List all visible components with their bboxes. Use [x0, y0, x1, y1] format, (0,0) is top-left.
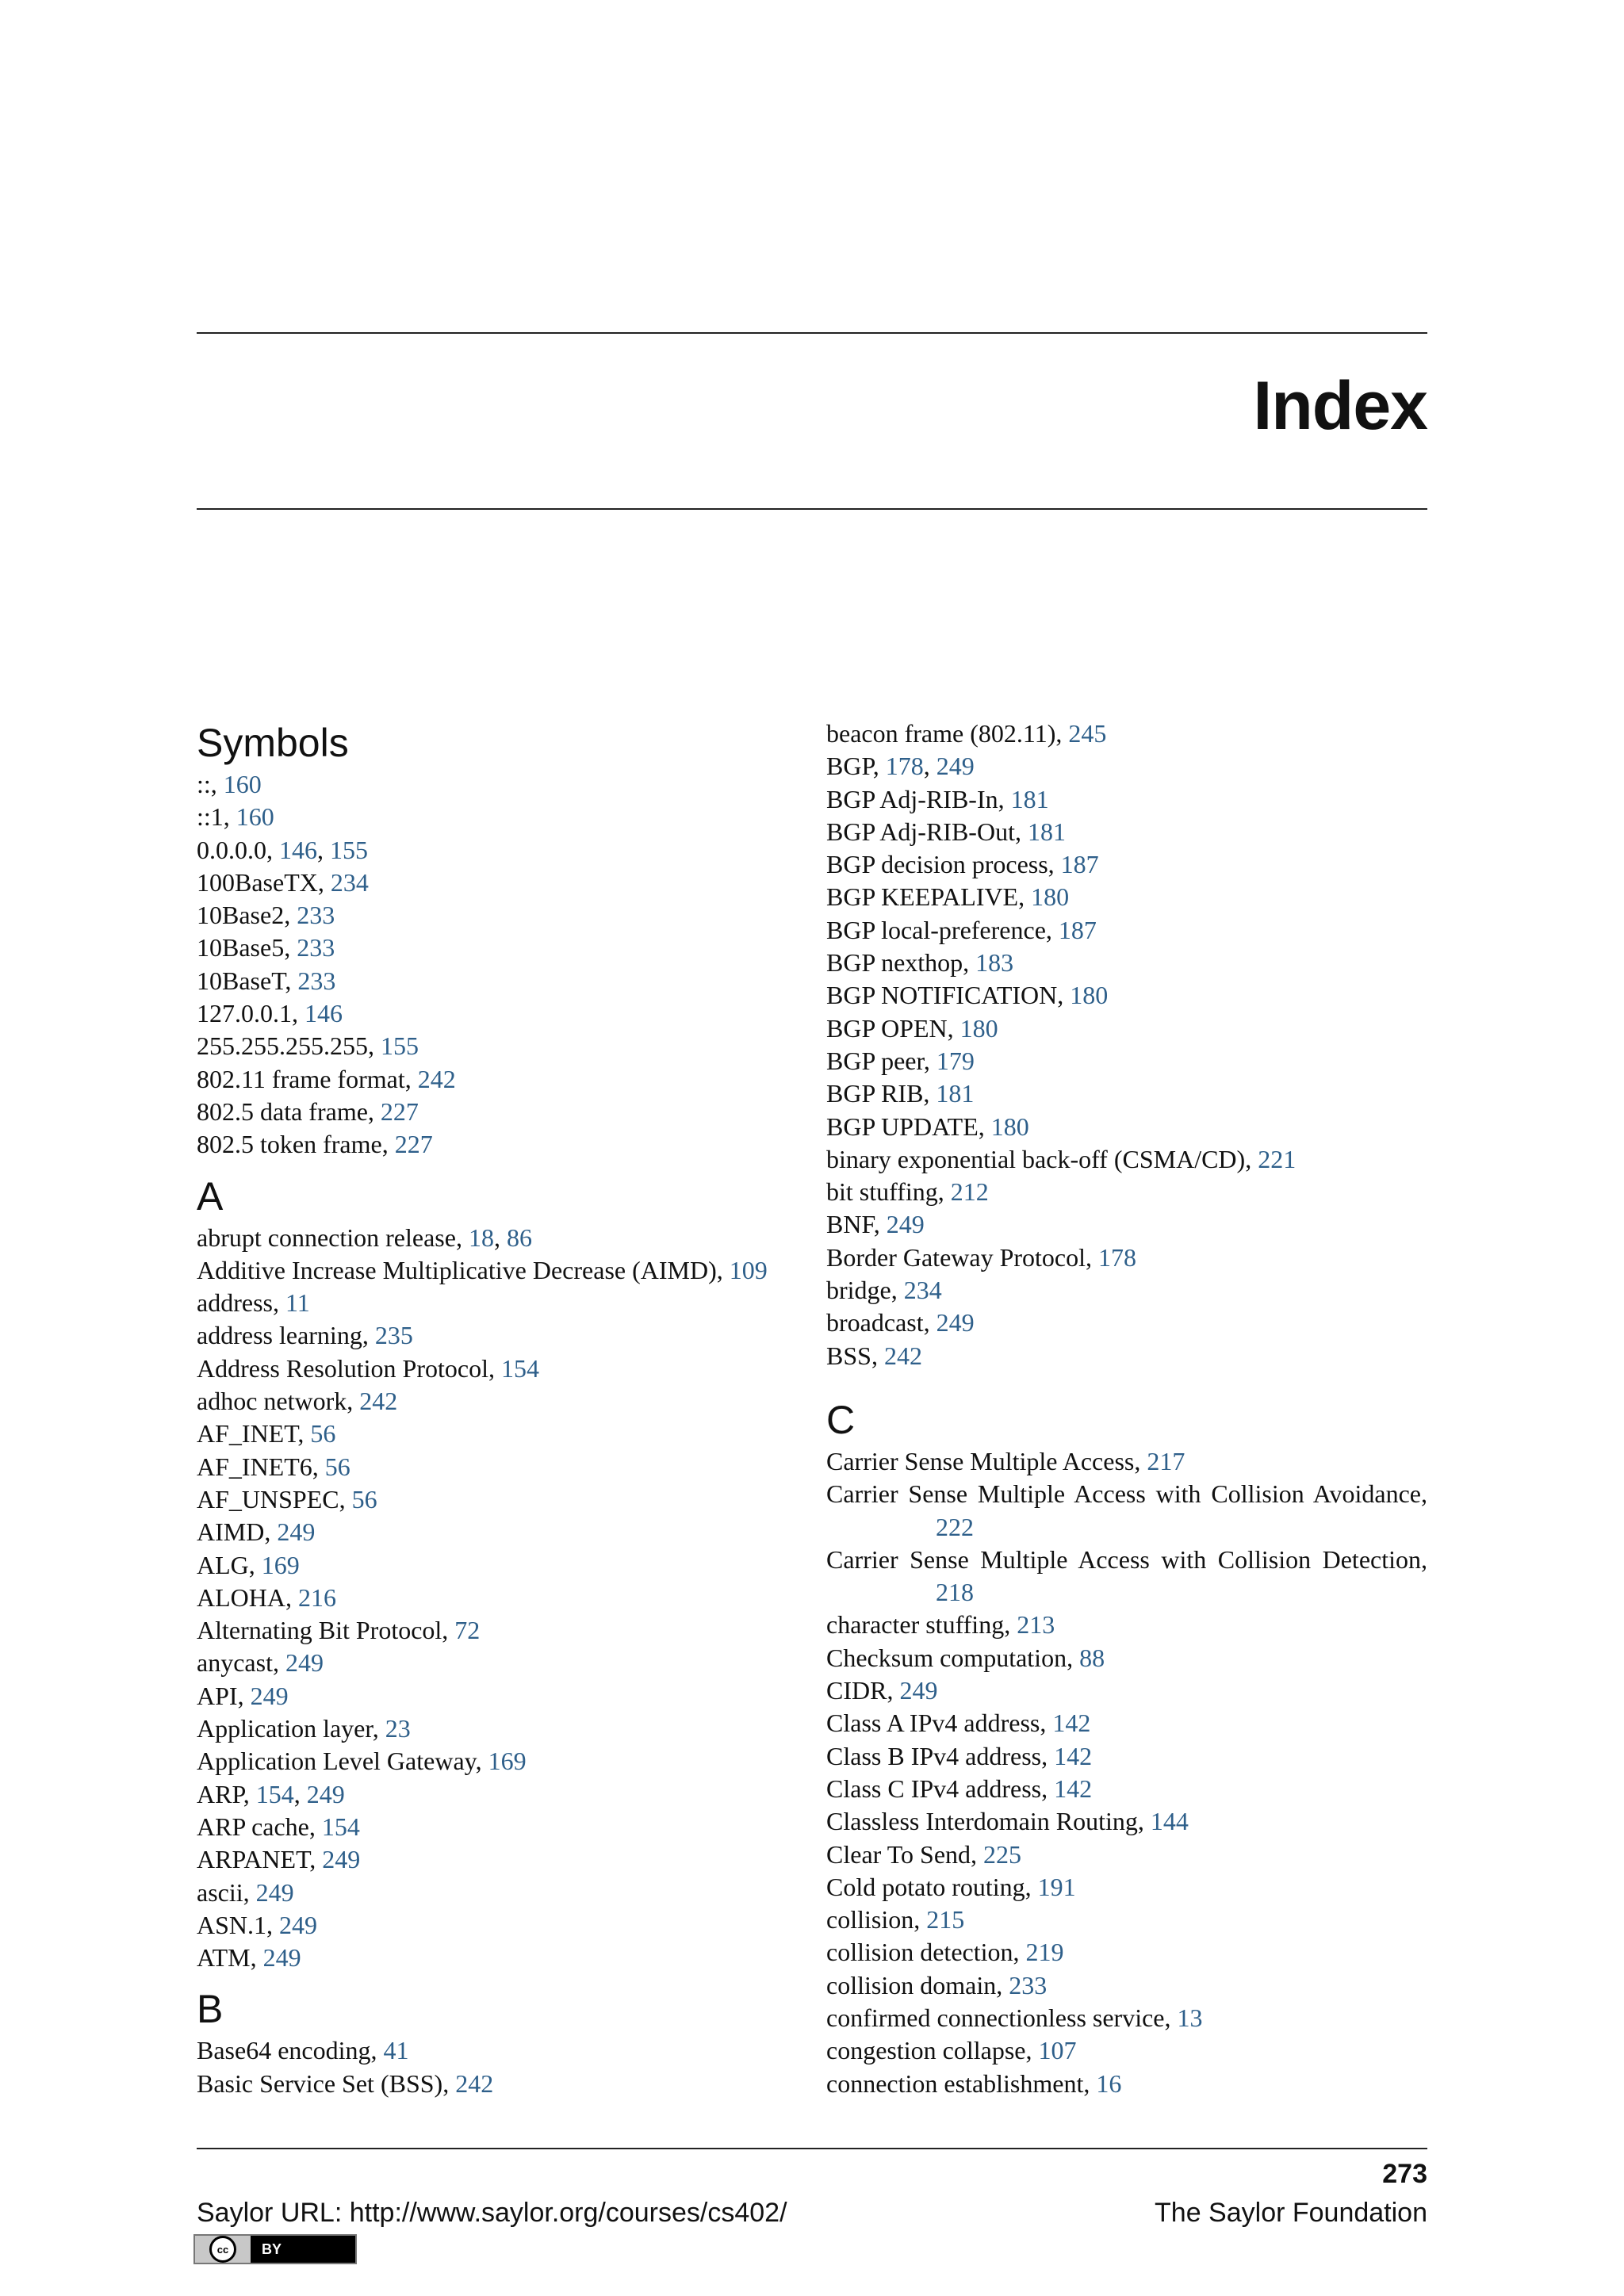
index-term: CIDR,: [826, 1676, 900, 1705]
page-ref-link[interactable]: 235: [374, 1321, 413, 1350]
index-entry: [197, 1254, 807, 1287]
index-term: character stuffing,: [826, 1610, 1017, 1640]
index-term: BGP peer,: [826, 1046, 936, 1075]
index-entry: [197, 768, 807, 801]
index-term: address learning,: [197, 1321, 375, 1350]
index-term: connection establishment,: [826, 2068, 1097, 2098]
index-entry: [826, 1176, 1427, 1208]
index-term: adhoc network,: [197, 1387, 360, 1416]
index-entry: [197, 1287, 807, 1319]
index-term: 802.11 frame format,: [197, 1064, 418, 1093]
index-entry: [197, 1811, 807, 1843]
index-entry: [826, 1805, 1427, 1838]
page-ref-link[interactable]: 13: [1177, 2003, 1203, 2032]
index-entry: [197, 1516, 807, 1548]
index-entry: [826, 1839, 1427, 1871]
index-entry: [826, 1045, 1427, 1077]
page-ref-link[interactable]: 233: [297, 933, 335, 962]
index-term: AIMD,: [197, 1517, 278, 1547]
page-ref-link[interactable]: 88: [1079, 1643, 1105, 1672]
page-separator: ,: [317, 835, 330, 864]
page-ref-link[interactable]: 86: [506, 1223, 532, 1252]
page-ref-link[interactable]: 56: [351, 1484, 377, 1513]
index-entry: [197, 2068, 807, 2100]
index-entry: [826, 1242, 1427, 1274]
index-entry: [826, 1773, 1427, 1805]
page-separator: ,: [293, 1779, 307, 1808]
index-term: bit stuffing,: [826, 1177, 951, 1207]
index-entry: [197, 1680, 807, 1712]
page-ref-link[interactable]: 219: [1025, 1938, 1064, 1967]
page-ref-link[interactable]: 180: [1070, 981, 1109, 1010]
index-term: Additive Increase Multiplicative Decrease (AIMD),: [197, 1255, 730, 1284]
index-entry: [197, 965, 807, 997]
index-entry: [197, 1712, 807, 1745]
index-entry: [197, 1128, 807, 1161]
page-ref-link[interactable]: 249: [277, 1517, 316, 1547]
page-ref-link[interactable]: 249: [322, 1845, 361, 1874]
page-ref-link[interactable]: 179: [936, 1046, 975, 1075]
page-ref-link[interactable]: 56: [324, 1452, 350, 1481]
page-ref-link[interactable]: 233: [1009, 1970, 1048, 1999]
index-term: Carrier Sense Multiple Access,: [826, 1446, 1147, 1475]
index-entry: [826, 1208, 1427, 1241]
index-term: Carrier Sense Multiple Access with Collision Avoidance,: [826, 1479, 1427, 1509]
index-term: 127.0.0.1,: [197, 999, 304, 1028]
index-entry: [826, 1478, 1427, 1544]
index-entry: [197, 1942, 807, 1974]
page-ref-link[interactable]: 178: [1098, 1242, 1137, 1272]
page-ref-link[interactable]: 109: [729, 1255, 768, 1284]
index-entry: [197, 899, 807, 932]
index-entry: [826, 1969, 1427, 2002]
index-term: ATM,: [197, 1943, 263, 1973]
page-ref-link[interactable]: 18: [468, 1223, 494, 1252]
title-rule: [197, 508, 1427, 510]
page-ref-link[interactable]: 191: [1037, 1872, 1076, 1901]
index-term: Basic Service Set (BSS),: [197, 2068, 456, 2098]
index-column-right: [826, 718, 1427, 2100]
page-ref-link[interactable]: 221: [1258, 1144, 1297, 1173]
index-term: bridge,: [826, 1276, 904, 1305]
index-entry: [826, 1077, 1427, 1110]
footer-url: Saylor URL: http://www.saylor.org/courses/cs402/: [197, 2198, 787, 2228]
page-ref-link[interactable]: 222: [936, 1512, 974, 1541]
index-term: AF_INET6,: [197, 1452, 325, 1481]
index-entry: [197, 2034, 807, 2067]
page-ref-link[interactable]: 154: [255, 1779, 294, 1808]
index-entry: [197, 1418, 807, 1450]
page-ref-link[interactable]: 242: [455, 2068, 494, 2098]
section-gap: [197, 1974, 807, 1984]
index-entry: [197, 1063, 807, 1096]
page-ref-link[interactable]: 218: [936, 1578, 974, 1607]
page-ref-link[interactable]: 178: [885, 752, 924, 781]
index-entry: [826, 1307, 1427, 1339]
page-ref-link[interactable]: 234: [903, 1276, 942, 1305]
index-section-heading: Symbols: [197, 721, 349, 765]
index-term: BGP OPEN,: [826, 1013, 960, 1043]
page-title: Index: [1253, 368, 1427, 444]
page-ref-link[interactable]: 234: [330, 867, 369, 897]
page-ref-link[interactable]: 181: [1010, 784, 1049, 813]
page-ref-link[interactable]: 180: [990, 1112, 1029, 1141]
index-entry: [826, 2068, 1427, 2100]
index-term: 10Base5,: [197, 933, 297, 962]
index-column-left: [197, 718, 807, 2100]
index-term: beacon frame (802.11),: [826, 719, 1069, 748]
page-ref-link[interactable]: 169: [488, 1747, 527, 1776]
index-term: 0.0.0.0,: [197, 835, 279, 864]
cc-by-label: BY: [262, 2241, 282, 2257]
index-entry: [826, 1740, 1427, 1773]
index-section-heading: C: [826, 1397, 856, 1442]
page-ref-link[interactable]: 249: [899, 1676, 938, 1705]
index-entry: [197, 932, 807, 964]
page-ref-link[interactable]: 41: [383, 2036, 409, 2065]
top-rule: [197, 332, 1427, 334]
index-term: 802.5 data frame,: [197, 1096, 381, 1126]
page-separator: ,: [493, 1223, 507, 1252]
index-term: broadcast,: [826, 1308, 936, 1337]
page-ref-link[interactable]: 242: [417, 1064, 456, 1093]
index-entry: [826, 1707, 1427, 1739]
page-ref-link[interactable]: 16: [1096, 2068, 1122, 2098]
index-term: ascii,: [197, 1877, 256, 1907]
index-entry: [826, 1274, 1427, 1307]
index-term: ARP cache,: [197, 1812, 322, 1841]
index-entry: [826, 914, 1427, 947]
index-term: Cold potato routing,: [826, 1872, 1038, 1901]
page-ref-link[interactable]: 213: [1017, 1610, 1055, 1640]
index-entry: [197, 1030, 807, 1062]
index-term: ARP,: [197, 1779, 256, 1808]
page-ref-link[interactable]: 245: [1068, 719, 1107, 748]
page-ref-link[interactable]: 187: [1060, 850, 1099, 879]
index-entry: [826, 1904, 1427, 1936]
index-entry: [197, 1909, 807, 1942]
index-term: ARPANET,: [197, 1845, 323, 1874]
index-entry: [826, 881, 1427, 913]
page-ref-link[interactable]: 23: [385, 1714, 411, 1743]
page-ref-link[interactable]: 181: [1027, 817, 1066, 846]
index-term: BGP nexthop,: [826, 948, 976, 978]
page-ref-link[interactable]: 249: [255, 1877, 294, 1907]
index-section-heading: A: [197, 1173, 224, 1219]
index-entry: [826, 816, 1427, 848]
index-term: 100BaseTX,: [197, 867, 331, 897]
index-term: Application layer,: [197, 1714, 385, 1743]
page-ref-link[interactable]: 249: [306, 1779, 345, 1808]
index-entry: [826, 783, 1427, 816]
page-ref-link[interactable]: 146: [279, 835, 317, 864]
index-term: BGP Adj-RIB-Out,: [826, 817, 1028, 846]
index-entry: [197, 1745, 807, 1777]
index-entry: [197, 1451, 807, 1483]
index-entry: [826, 1871, 1427, 1904]
index-term: BSS,: [826, 1341, 884, 1370]
page-number: 273: [1382, 2159, 1427, 2189]
index-term: address,: [197, 1288, 285, 1318]
index-entry: [826, 2002, 1427, 2034]
index-term: anycast,: [197, 1648, 285, 1678]
section-gap: [197, 1161, 807, 1171]
index-entry: [197, 1549, 807, 1582]
page-ref-link[interactable]: 249: [936, 1308, 975, 1337]
index-entry: [197, 1096, 807, 1128]
index-entry: [826, 1445, 1427, 1478]
page-ref-link[interactable]: 242: [359, 1387, 398, 1416]
cc-license-badge: [193, 2234, 357, 2264]
index-term: AF_INET,: [197, 1419, 311, 1448]
index-term: Border Gateway Protocol,: [826, 1242, 1099, 1272]
index-entry: [826, 1544, 1427, 1609]
index-entry: [826, 1642, 1427, 1674]
index-term: Address Resolution Protocol,: [197, 1353, 501, 1383]
index-entry: [197, 801, 807, 833]
page-ref-link[interactable]: 249: [262, 1943, 301, 1973]
page-ref-link[interactable]: 56: [310, 1419, 336, 1448]
page-ref-link[interactable]: 72: [454, 1616, 481, 1645]
index-term: Clear To Send,: [826, 1839, 984, 1869]
section-gap: [826, 1372, 1427, 1395]
index-term: binary exponential back-off (CSMA/CD),: [826, 1144, 1258, 1173]
index-term: Application Level Gateway,: [197, 1747, 488, 1776]
index-term: BGP UPDATE,: [826, 1112, 991, 1141]
index-entry: [197, 1353, 807, 1385]
index-entry: [826, 979, 1427, 1012]
index-term: BGP local-preference,: [826, 915, 1059, 944]
page-ref-link[interactable]: 233: [297, 966, 336, 995]
page-ref-link[interactable]: 146: [304, 999, 343, 1028]
page-ref-link[interactable]: 249: [279, 1910, 318, 1939]
index-term: collision,: [826, 1905, 927, 1934]
index-term: Checksum computation,: [826, 1643, 1080, 1672]
index-term: confirmed connectionless service,: [826, 2003, 1178, 2032]
page-ref-link[interactable]: 142: [1054, 1774, 1093, 1803]
index-term: 10Base2,: [197, 901, 297, 930]
index-entry: [826, 1012, 1427, 1045]
page-ref-link[interactable]: 215: [926, 1905, 965, 1934]
index-term: AF_UNSPEC,: [197, 1484, 352, 1513]
index-term: ASN.1,: [197, 1910, 280, 1939]
page-ref-link[interactable]: 217: [1147, 1446, 1185, 1475]
page-ref-link[interactable]: 107: [1038, 2036, 1077, 2065]
page-ref-link[interactable]: 249: [886, 1210, 925, 1239]
index-entry: [197, 867, 807, 899]
index-entry: [826, 1340, 1427, 1372]
footer-organization: The Saylor Foundation: [1155, 2198, 1427, 2228]
index-term: Alternating Bit Protocol,: [197, 1616, 455, 1645]
index-term: ALG,: [197, 1550, 262, 1579]
page-ref-link[interactable]: 242: [883, 1341, 922, 1370]
index-entry: [197, 1778, 807, 1811]
index-entry: [197, 1843, 807, 1876]
page-separator: ,: [923, 752, 936, 781]
index-entry: [826, 718, 1427, 750]
page-ref-link[interactable]: 180: [1031, 882, 1070, 912]
index-term: BNF,: [826, 1210, 887, 1239]
index-entry: [197, 1877, 807, 1909]
page-ref-link[interactable]: 160: [236, 802, 274, 832]
index-term: BGP RIB,: [826, 1079, 936, 1108]
index-section-heading: B: [197, 1987, 224, 2032]
index-term: ::,: [197, 770, 224, 798]
index-entry: [197, 1483, 807, 1516]
cc-badge-left: [195, 2236, 251, 2263]
index-entry: [197, 1614, 807, 1647]
index-term: BGP KEEPALIVE,: [826, 882, 1032, 912]
index-term: 255.255.255.255,: [197, 1031, 381, 1061]
index-term: Carrier Sense Multiple Access with Collision Detection,: [826, 1544, 1427, 1574]
page-ref-link[interactable]: 142: [1052, 1709, 1091, 1738]
page-ref-link[interactable]: 181: [936, 1079, 975, 1108]
index-term: Class C IPv4 address,: [826, 1774, 1055, 1803]
index-term: Class A IPv4 address,: [826, 1709, 1053, 1738]
page-ref-link[interactable]: 212: [950, 1177, 989, 1207]
index-term: 802.5 token frame,: [197, 1130, 395, 1159]
page-ref-link[interactable]: 160: [223, 770, 262, 798]
page-ref-link[interactable]: 155: [381, 1031, 419, 1061]
index-entry: [826, 1143, 1427, 1176]
page-ref-link[interactable]: 249: [285, 1648, 324, 1678]
index-entry: [826, 1609, 1427, 1641]
index-entry: [826, 1111, 1427, 1143]
index-entry: [197, 1319, 807, 1352]
page-ref-link[interactable]: 225: [983, 1839, 1022, 1869]
index-entry: [197, 1647, 807, 1679]
index-term: abrupt connection release,: [197, 1223, 469, 1252]
page-ref-link[interactable]: 155: [330, 835, 368, 864]
index-entry: [826, 750, 1427, 783]
index-entry: [197, 834, 807, 867]
page-ref-link[interactable]: 187: [1058, 915, 1097, 944]
index-entry: [826, 848, 1427, 881]
index-term: Base64 encoding,: [197, 2036, 384, 2065]
index-term: collision domain,: [826, 1970, 1009, 1999]
page-ref-link[interactable]: 216: [297, 1582, 336, 1612]
page-ref-link[interactable]: 227: [394, 1130, 433, 1159]
index-term: congestion collapse,: [826, 2036, 1039, 2065]
index-entry: [826, 1936, 1427, 1969]
index-term: ::1,: [197, 802, 236, 832]
index-term: ALOHA,: [197, 1582, 298, 1612]
page-ref-link[interactable]: 183: [975, 948, 1014, 978]
page-ref-link[interactable]: 154: [321, 1812, 360, 1841]
index-term: BGP decision process,: [826, 850, 1061, 879]
index-entry: [826, 947, 1427, 979]
index-entry: [197, 1222, 807, 1254]
index-entry: [197, 997, 807, 1030]
page-ref-link[interactable]: 249: [936, 752, 975, 781]
index-entry: [197, 1582, 807, 1614]
index-entry: [197, 1385, 807, 1418]
page-ref-link[interactable]: 227: [380, 1096, 419, 1126]
page-ref-link[interactable]: 11: [285, 1288, 310, 1318]
index-term: Classless Interdomain Routing,: [826, 1807, 1151, 1836]
creative-commons-icon: cc: [209, 2236, 236, 2263]
index-term: BGP,: [826, 752, 886, 781]
page-ref-link[interactable]: 180: [959, 1013, 998, 1043]
index-term: BGP Adj-RIB-In,: [826, 784, 1011, 813]
index-entry: [826, 2034, 1427, 2067]
index-term: API,: [197, 1681, 251, 1710]
index-term: Class B IPv4 address,: [826, 1741, 1055, 1770]
page-ref-link[interactable]: 169: [261, 1550, 300, 1579]
index-term: BGP NOTIFICATION,: [826, 981, 1071, 1010]
page-ref-link[interactable]: 249: [250, 1681, 289, 1710]
index-term: 10BaseT,: [197, 966, 298, 995]
footer-rule: [197, 2148, 1427, 2149]
page-ref-link[interactable]: 233: [297, 901, 335, 930]
index-entry: [826, 1674, 1427, 1707]
page-ref-link[interactable]: 142: [1054, 1741, 1093, 1770]
page-ref-link[interactable]: 154: [500, 1353, 539, 1383]
page-ref-link[interactable]: 144: [1150, 1807, 1189, 1836]
index-term: collision detection,: [826, 1938, 1026, 1967]
